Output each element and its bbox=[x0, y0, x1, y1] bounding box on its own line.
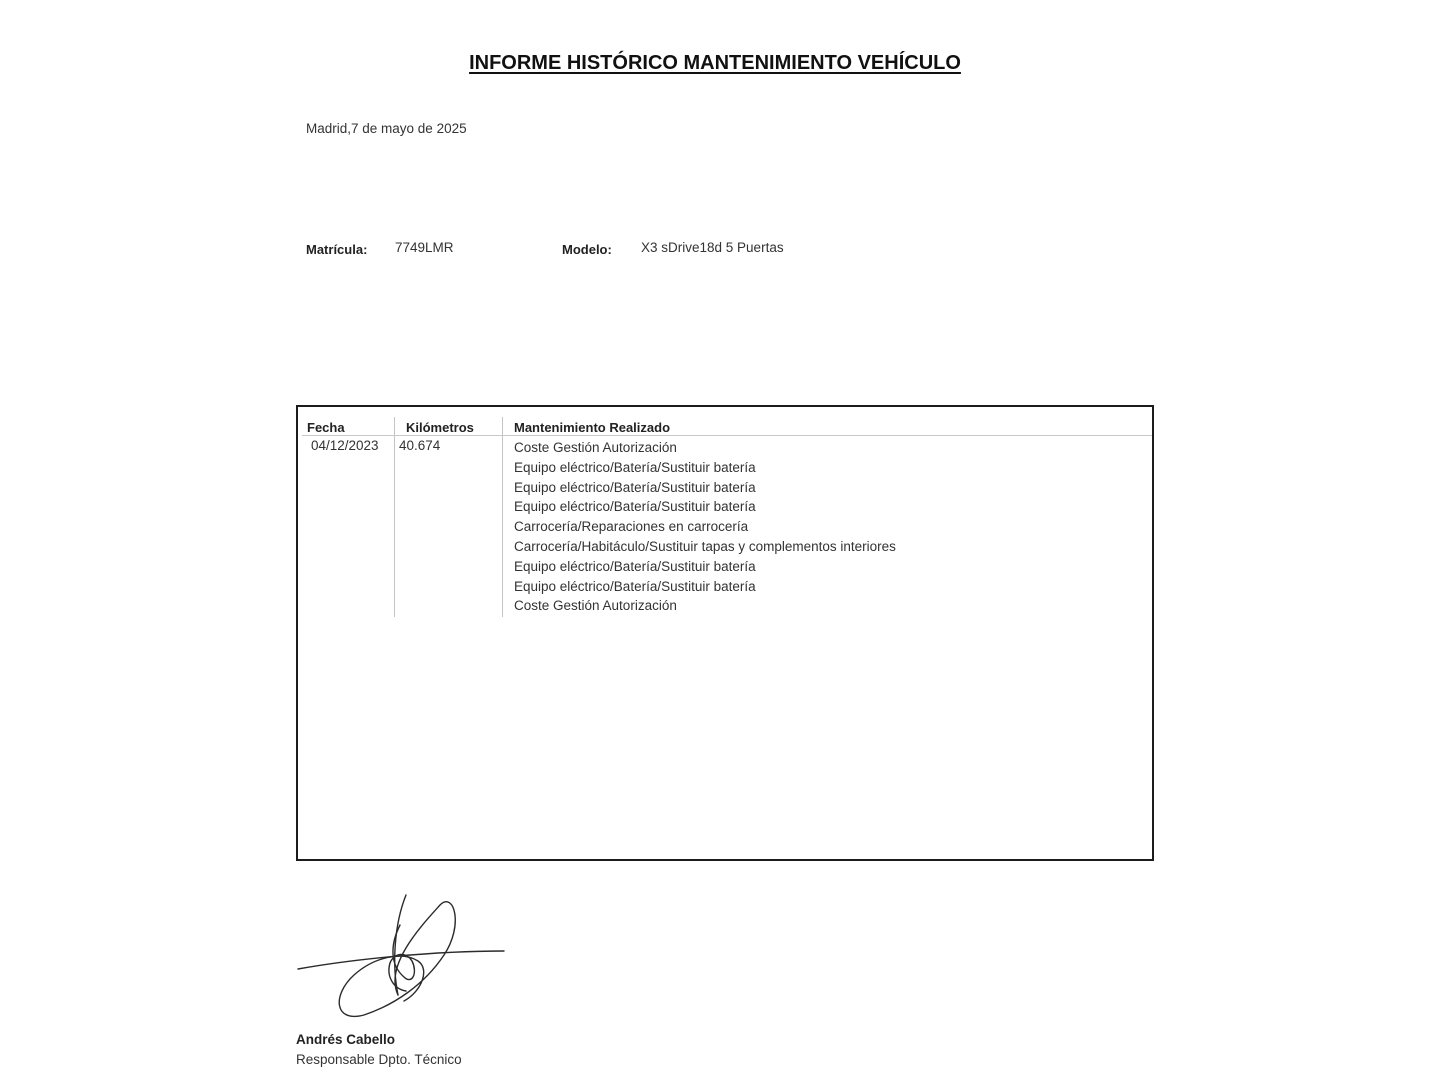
maintenance-item: Coste Gestión Autorización bbox=[514, 598, 677, 614]
plate-label: Matrícula: bbox=[306, 242, 368, 257]
column-divider-date-km bbox=[394, 417, 395, 617]
row-km: 40.674 bbox=[399, 438, 441, 453]
document-title bbox=[0, 52, 1430, 75]
header-km: Kilómetros bbox=[406, 420, 474, 435]
header-date: Fecha bbox=[307, 420, 345, 435]
header-maintenance: Mantenimiento Realizado bbox=[514, 420, 671, 435]
document-title-text: INFORME HISTÓRICO MANTENIMIENTO VEHÍCULO bbox=[469, 52, 961, 74]
maintenance-item: Carrocería/Reparaciones en carrocería bbox=[514, 519, 749, 535]
maintenance-item: Equipo eléctrico/Batería/Sustituir batería bbox=[514, 479, 756, 495]
model-value: X3 sDrive18d 5 Puertas bbox=[641, 240, 784, 255]
maintenance-item: Equipo eléctrico/Batería/Sustituir batería bbox=[514, 459, 756, 475]
row-date: 04/12/2023 bbox=[311, 438, 379, 453]
maintenance-item: Coste Gestión Autorización bbox=[514, 440, 677, 455]
signatory-name: Andrés Cabello bbox=[296, 1032, 396, 1047]
maintenance-item: Equipo eléctrico/Batería/Sustituir batería bbox=[514, 499, 756, 515]
signatory-role: Responsable Dpto. Técnico bbox=[296, 1052, 462, 1067]
header-divider bbox=[302, 435, 1152, 436]
maintenance-list bbox=[514, 438, 896, 616]
maintenance-item: Equipo eléctrico/Batería/Sustituir batería bbox=[514, 578, 756, 594]
place-date: Madrid,7 de mayo de 2025 bbox=[306, 121, 467, 136]
plate-value: 7749LMR bbox=[395, 240, 454, 255]
signature-image bbox=[294, 885, 508, 1025]
maintenance-item: Carrocería/Habitáculo/Sustituir tapas y complementos interiores bbox=[514, 538, 896, 554]
column-divider-km-maintenance bbox=[502, 417, 503, 617]
model-label: Modelo: bbox=[562, 242, 612, 257]
maintenance-table bbox=[296, 405, 1154, 861]
maintenance-item: Equipo eléctrico/Batería/Sustituir batería bbox=[514, 558, 756, 574]
